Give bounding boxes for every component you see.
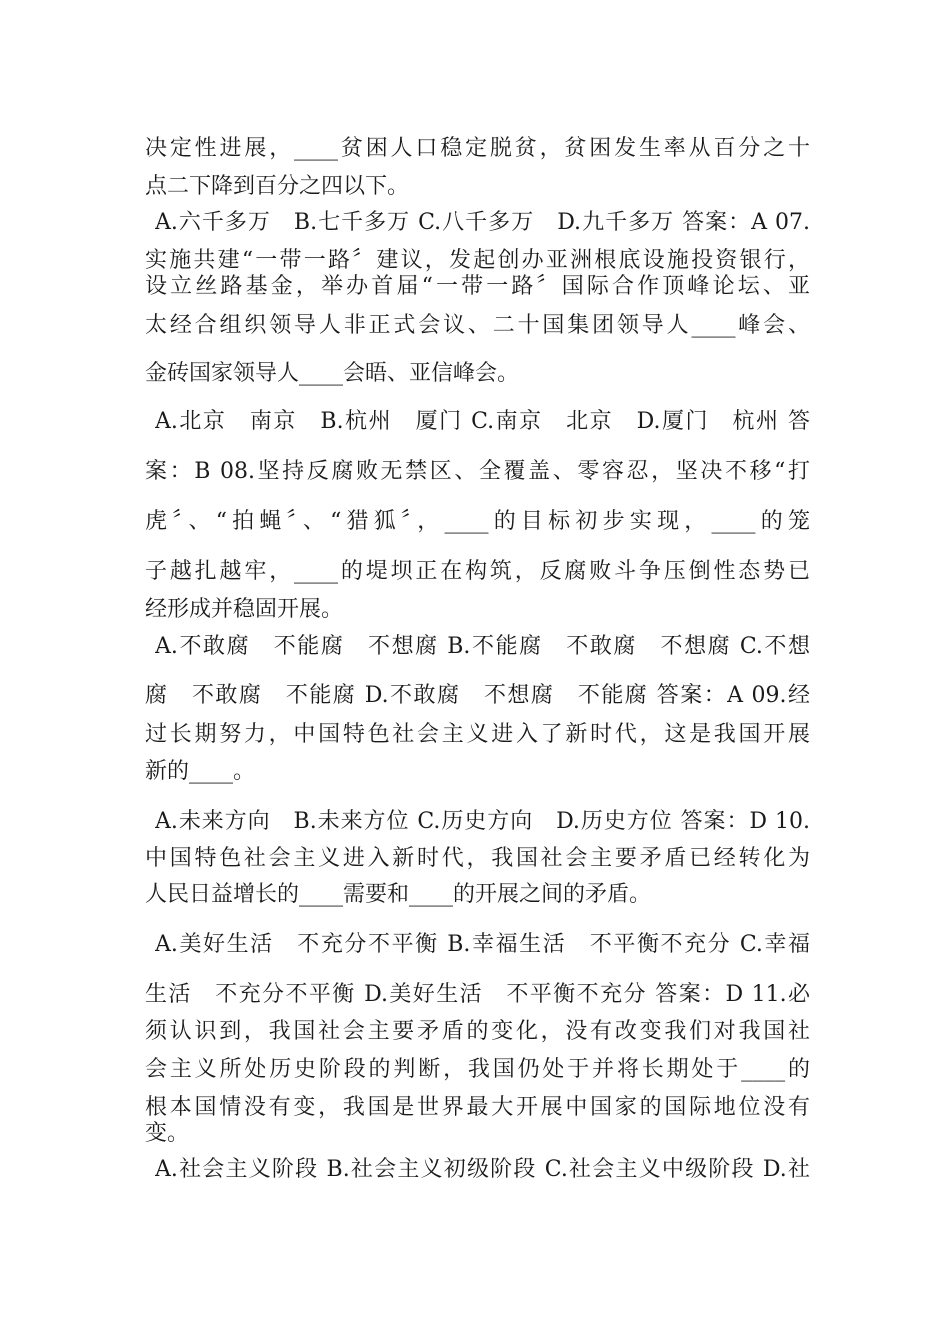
text-line: 案：B 08.坚持反腐败无禁区、全覆盖、零容忍，坚决不移“打 (145, 459, 810, 484)
text-line: 金砖国家领导人____会晤、亚信峰会。 (145, 361, 520, 386)
text-line: 虎〞、“拍蝇〞、“猎狐〞，____的目标初步实现，____的笼 (145, 509, 810, 534)
option-line: A.六千多万 B.七千多万 C.八千多万 D.九千多万 答案：A 07. (155, 210, 810, 235)
text-line: 新的____。 (145, 759, 256, 784)
text-line: 点二下降到百分之四以下。 (145, 174, 410, 199)
text-line: 腐 不敢腐 不能腐 D.不敢腐 不想腐 不能腐 答案：A 09.经 (145, 683, 810, 708)
text-line: 实施共建“一带一路〞建议，发起创办亚洲根底设施投资银行， (145, 248, 810, 273)
option-line: A.美好生活 不充分不平衡 B.幸福生活 不平衡不充分 C.幸福 (155, 932, 810, 957)
text-line: 经形成并稳固开展。 (145, 597, 344, 622)
text-line: 根本国情没有变，我国是世界最大开展中国家的国际地位没有 (145, 1095, 810, 1120)
text-line: 过长期努力，中国特色社会主义进入了新时代，这是我国开展 (145, 722, 810, 747)
text-line: 会主义所处历史阶段的判断，我国仍处于并将长期处于____的 (145, 1057, 810, 1082)
text-line: 须认识到，我国社会主要矛盾的变化，没有改变我们对我国社 (145, 1019, 810, 1044)
text-line: 决定性进展，____贫困人口稳定脱贫，贫困发生率从百分之十 (145, 136, 810, 161)
text-line: 设立丝路基金，举办首届“一带一路〞国际合作顶峰论坛、亚 (145, 274, 810, 299)
text-line: 子越扎越牢，____的堤坝正在构筑，反腐败斗争压倒性态势已 (145, 559, 810, 584)
text-line: 太经合组织领导人非正式会议、二十国集团领导人____峰会、 (145, 313, 810, 338)
text-line: 变。 (145, 1121, 190, 1146)
option-line: A.社会主义阶段 B.社会主义初级阶段 C.社会主义中级阶段 D.社 (155, 1157, 810, 1182)
text-line: 中国特色社会主义进入新时代，我国社会主要矛盾已经转化为 (145, 846, 810, 871)
text-line: 生活 不充分不平衡 D.美好生活 不平衡不充分 答案：D 11.必 (145, 982, 810, 1007)
text-line: 人民日益增长的____需要和____的开展之间的矛盾。 (145, 882, 652, 907)
option-line: A.未来方向 B.未来方位 C.历史方向 D.历史方位 答案：D 10. (155, 809, 810, 834)
option-line: A.不敢腐 不能腐 不想腐 B.不能腐 不敢腐 不想腐 C.不想 (155, 634, 810, 659)
option-line: A.北京 南京 B.杭州 厦门 C.南京 北京 D.厦门 杭州 答 (155, 409, 810, 434)
